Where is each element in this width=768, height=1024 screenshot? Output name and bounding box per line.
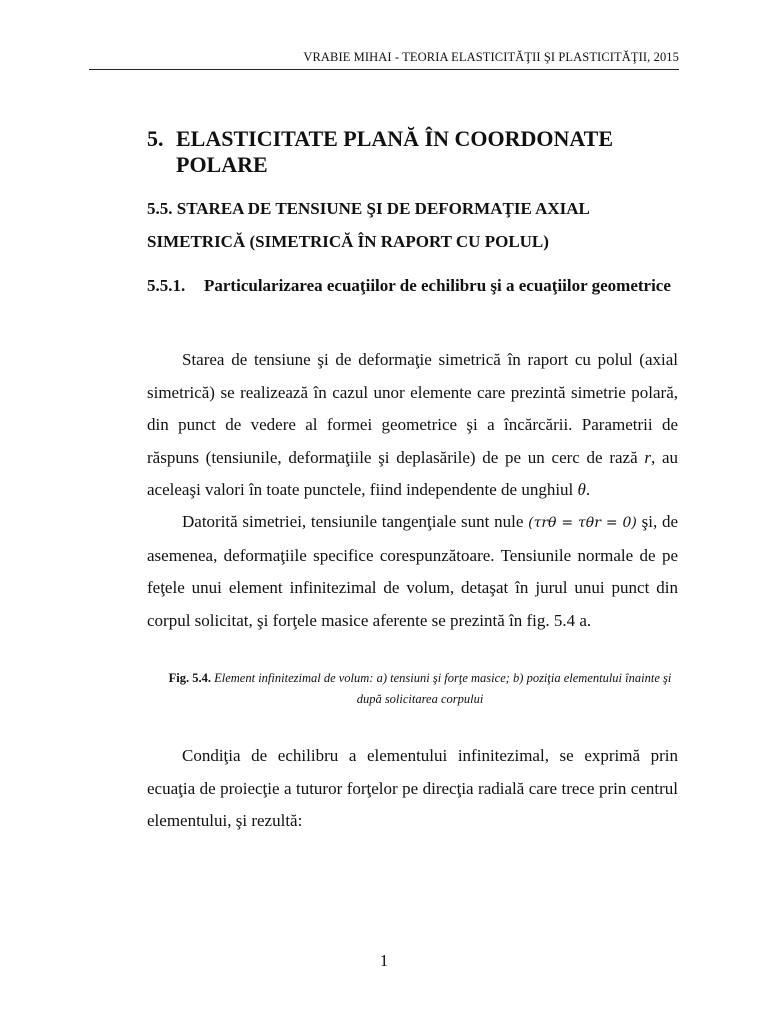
subsection-number: 5.5.1. — [147, 276, 186, 295]
paragraph-1-text: Starea de tensiune şi de deformaţie simetrică în raport cu polul (axial simetrică) se realizează în cazul unor elemente care prezintă simetrie polară, din punct de vedere al formei geometrice şi a încărcării. Parametrii de răspuns (tensiunile, deformaţiile şi deplasările) de pe un cerc de rază — [147, 350, 678, 467]
paragraph-1-middle: , au aceleaşi valori în toate punctele, fiind independente de unghiul — [147, 447, 679, 499]
paragraph-2-start: Datorită simetriei, tensiunile tangenţiale sunt nule — [182, 512, 529, 531]
figure-caption — [160, 668, 680, 710]
figure-caption-text: Element infinitezimal de volum: a) tensiuni şi forţe masice; b) poziţia elementului înainte şi după solicitarea corpului — [214, 671, 672, 706]
chapter-number: 5. — [147, 126, 164, 151]
paragraph-2-end: şi, de asemenea, deformaţiile specifice corespunzătoare. Tensiunile normale de pe feţele unui element infinitezimal de volum, detaşat în jurul unui punct din corpul solicitat, şi forţele masice aferente se prezintă în fig. 5.4 a. — [147, 512, 678, 630]
radius-variable: r — [644, 447, 651, 467]
section-heading: 5.5. STAREA DE TENSIUNE ŞI DE DEFORMAŢIE AXIAL SIMETRICĂ (SIMETRICĂ ÎN RAPORT CU POLUL) — [147, 199, 589, 251]
subsection-heading — [147, 270, 678, 301]
paragraph-3 — [147, 740, 678, 838]
paragraph-1 — [147, 344, 678, 507]
running-title: VRABIE MIHAI - TEORIA ELASTICITĂŢII ŞI PLASTICITĂŢII, 2015 — [303, 50, 679, 64]
chapter-title: ELASTICITATE PLANĂ ÎN COORDONATE POLARE — [176, 126, 614, 177]
running-header — [89, 50, 679, 70]
shear-stress-formula: (τrθ = τθr = 0) — [528, 515, 637, 531]
paragraph-3-text: Condiţia de echilibru a elementului infinitezimal, se exprimă prin ecuaţia de proiecţie a tuturor forţelor pe direcţia radială care trece prin centrul elementului, şi rezultă: — [147, 746, 678, 830]
chapter-heading — [147, 126, 667, 178]
paragraph-1-end: . — [585, 480, 591, 499]
paragraph-2 — [147, 506, 678, 637]
page-number: 1 — [379, 951, 389, 970]
subsection-title: Particularizarea ecuaţiilor de echilibru şi a ecuaţiilor geometrice — [204, 276, 671, 295]
figure-label: Fig. 5.4. — [168, 671, 211, 685]
theta-variable: θ — [577, 480, 586, 499]
